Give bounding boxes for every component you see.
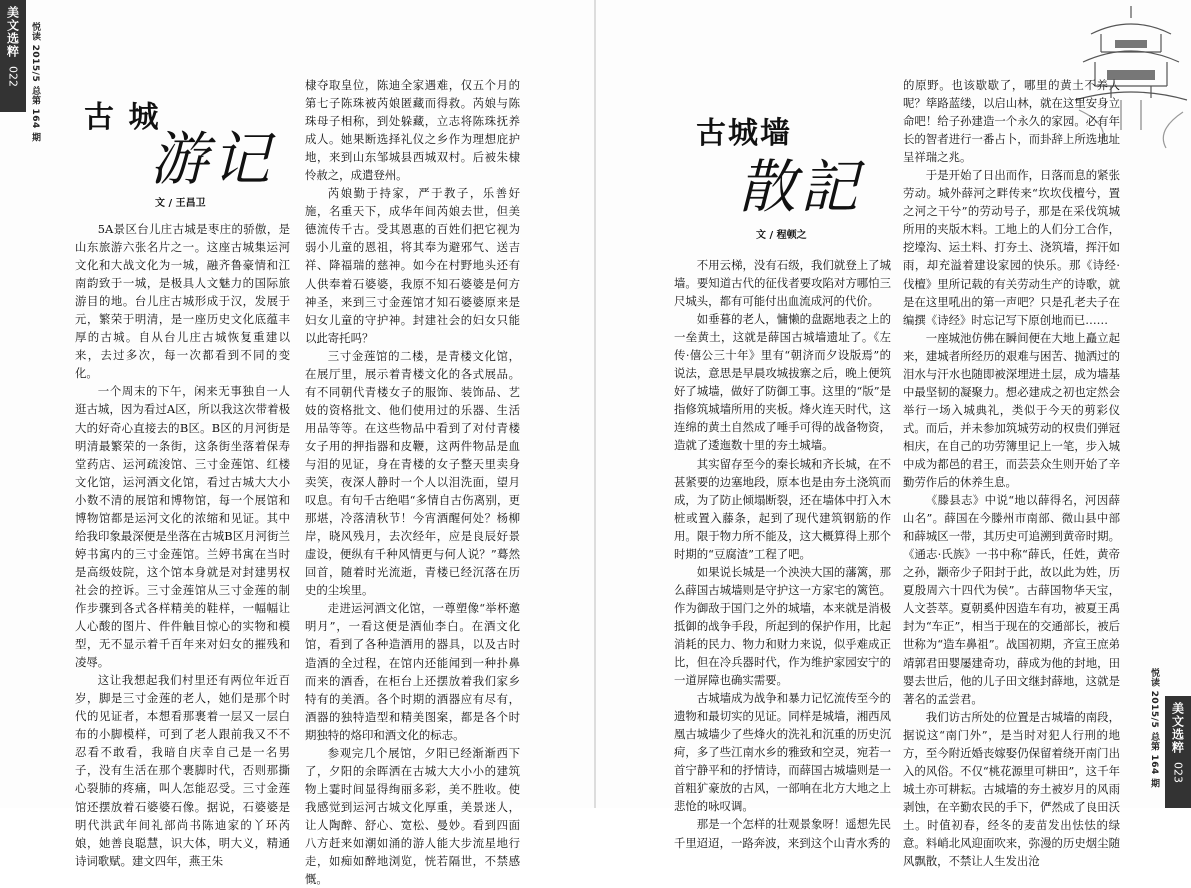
paragraph: 我们访古所处的位置是古城墙的南段，据说这“南门外”，是当时对犯人行刑的地方，至今附近婚丧嫁娶仍保留着绕开南门出入的风俗。不仅“桃花源里可耕田”，这千年城土亦可耕耘。古城墙的夯土被岁月的风雨剥蚀，在辛勤农民的手下，俨然成了良田沃土。时值初春，经冬的麦苗发出怯怯的绿意。料峭北风迎面吹来，弥漫的历史烟尘随风飘散，不禁让人生发出沧 (903, 709, 1120, 869)
section-label: 美文选粹 (5, 6, 20, 58)
article-byline: 文 / 王昌卫 (155, 198, 206, 209)
section-label: 美文选粹 (1170, 702, 1185, 754)
text-column-2 (305, 76, 520, 888)
article-title-top: 古 城 (84, 100, 161, 135)
paragraph: 一座城池仿佛在瞬间便在大地上矗立起来，建城者所经历的艰难与困苦、抛洒过的泪水与汗水也随即被深埋进土层，成为墙基中最坚韧的凝聚力。想必建成之初也定然会举行一场入城典礼，类似于今天的剪彩仪式。而后，并未参加筑城劳动的权贵们弹冠相庆，在自己的功劳簿里记上一笔，步入城中成为都邑的君王，而芸芸众生则开始了辛勤劳作后的休养生息。 (903, 330, 1120, 490)
text-column-2 (903, 76, 1120, 870)
text-column-1 (75, 220, 290, 870)
left-page (0, 0, 595, 887)
section-tab (1165, 696, 1191, 808)
issue-meta: 悦读 2015/5 总第 164 期 (1149, 668, 1159, 788)
paragraph: 5A景区台儿庄古城是枣庄的骄傲，是山东旅游六张名片之一。这座古城集运河文化和大战文化为一城，融齐鲁豪情和江南韵致于一城，是极具人文魅力的国际旅游目的地。台儿庄古城形成于汉，发展于元，繁荣于明清，是一座历史文化底蕴丰厚的古城。自从台儿庄古城恢复重建以来，去过多次，每一次都看到不同的变化。 (75, 222, 290, 381)
paragraph: 这让我想起我们村里还有两位年近百岁，脚是三寸金莲的老人，她们是那个时代的见证者，本想看那裹着一层又一层白布的小脚模样，可到了老人跟前我又不不忍看不敢看，我暗自庆幸自己是一名男子，没有生活在那个裹脚时代，否则那撕心裂肺的疼痛，叫人怎能忍受。三寸金莲馆还摆放着石婆婆石像。据说，石婆婆是明代洪武年间礼部尚书陈迪家的丫环芮娘，她善良聪慧，识大体，明大义，精通诗词歌赋。建文四年，燕王朱 (75, 673, 290, 868)
paragraph: 于是开始了日出而作，日落而息的紧张劳动。城外薛河之畔传来“坎坎伐檀兮，置之河之干兮”的劳动号子，那是在采伐筑城所用的夹版木料。工地上的人们分工合作，挖壕沟、运土料、打夯土、浇筑墙，挥汗如雨，却充溢着建设家园的快乐。那《诗经·伐檀》里所记载的有关劳动生产的诗歌，就是在这里吼出的第一声吧？只是孔老夫子在编撰《诗经》时忘记写下原创地而已…… (903, 168, 1120, 327)
paragraph: 如果说长城是一个泱泱大国的藩篱，那么薛国古城墙则是守护这一方家宅的篱笆。作为御敌于国门之外的城墙，本来就是消极抵御的战争手段，所起到的保护作用，比起消耗的民力、物力和财力来说，似乎难成正比，但在冷兵器时代，作为维护家园安宁的一道屏障也确实需要。 (674, 564, 891, 688)
article-title-top: 古城墙 (696, 116, 792, 151)
paragraph: 的原野。也该歇歇了，哪里的黄土不养人呢？筚路蓝缕，以启山林，就在这里安身立命吧！给子孙建造一个永久的家园。必有年长的智者进行一番占卜，而卦辞上所选地址呈祥瑞之兆。 (903, 78, 1120, 165)
issue-meta: 悦读 2015/5 总第 164 期 (30, 22, 40, 142)
article-byline: 文 / 程顿之 (756, 230, 807, 241)
paragraph: 棣夺取皇位，陈迪全家遇难，仅五个月的第七子陈珠被芮娘匿藏而得救。芮娘与陈珠母子相称，到处躲藏，立志将陈珠抚养成人。她果断选择礼仪之乡作为理想庇护地，来到山东邹城县西城双村。后被朱棣怜赦之，成遣登州。 (305, 78, 520, 183)
paragraph: 参观完几个展馆，夕阳已经渐渐西下了，夕阳的余晖洒在古城大大小小的建筑物上霎时间显得绚丽多彩，美不胜收。使我感觉到运河古城文化厚重，美景迷人，让人陶醉、舒心、宽松、曼妙。看到四面八方赶来如潮如涌的游人能大步流星地行走，如痴如醉地浏览，恍若隔世，不禁感慨。 (305, 745, 520, 887)
paragraph: 不用云梯，没有石级，我们就登上了城墙。要知道古代的征伐者要攻陷对方哪怕三尺城头，都有可能付出血流成河的代价。 (674, 258, 891, 309)
paragraph: 古城墙成为战争和暴力记忆流传至今的遗物和最切实的见证。同样是城墙，湘西凤凰古城墙少了些烽火的洗礼和沉重的历史沉疴，多了些江南水乡的雅致和空灵，宛若一首宁静平和的抒情诗，而薛国古城墙则是一首粗犷豪放的古风，一部响在北方大地之上悲怆的咏叹调。 (674, 691, 891, 814)
paragraph: 如垂暮的老人，慵懒的盘踞地表之上的一垒黄土，这就是薛国古城墙遗址了。《左传·僖公三十年》里有“朝济而夕设版焉”的说法，意思是早晨攻城拔寨之后，晚上便筑好了城墙，做好了防御工事。这里的“版”是指修筑城墙所用的夹板。烽火连天时代，这连绵的黄土自然成了唾手可得的战备物资，造就了逶迤数十里的夯土城墙。 (674, 312, 891, 453)
article-title-main: 游记 (150, 125, 275, 193)
paragraph: 《滕县志》中说“地以薛得名，河因薛山名”。薛国在今滕州市南部、微山县中部和薛城区一带，其历史可追溯到黄帝时期。《通志·氏族》一书中称“薛氏，任姓，黄帝之孙，颛帝少子阳封于此，故以此为姓，历夏殷周六十四代为侯”。古薛国物华天宝，人文荟萃。夏朝奚仲因造车有功，被夏王禹封为“车正”，相当于现在的交通部长，被后世称为“造车鼻祖”。战国初期，齐宣王庶弟靖郭君田婴屡建奇功，薛成为他的封地，田婴去世后，他的儿子田文继封薛地，这就是著名的孟尝君。 (903, 493, 1120, 706)
page-number: 022 (6, 66, 20, 87)
paragraph: 一个周末的下午，闲来无事独自一人逛古城，因为看过A区，所以我这次带着极大的好奇心直接去的B区。B区的月河街是明清最繁荣的一条街，这条街坐落着保寿堂药店、运河疏浚馆、三寸金莲馆、红楼文化馆，运河酒文化馆，看过古城大大小小数不清的展馆和博物馆，每一个展馆和博物馆都是运河文化的浓缩和见证。其中给我印象最深便是坐落在古城B区月河街兰婷书寓内的三寸金莲馆。兰婷书寓在当时是高级妓院，这个馆本身就是对封建男权社会的控诉。三寸金莲馆从三寸金莲的制作步骤到各式各样精美的鞋样，一幅幅让人心酸的图片、件件触目惊心的实物和模型，无不显示着千百年来对妇女的摧残和凌辱。 (75, 384, 290, 670)
paragraph: 那是一个怎样的壮观景象呀！遥想先民千里迢迢，一路奔波，来到这个山青水秀的 (674, 817, 891, 850)
page-number: 023 (1171, 762, 1185, 783)
text-column-1 (674, 256, 891, 852)
paragraph: 走进运河酒文化馆，一尊塑像“举杯邀明月”，一看这便是酒仙李白。在酒文化馆，看到了各种造酒用的器具，以及古时造酒的全过程，在馆内还能闻到一种扑鼻而来的酒香，在柜台上还摆放着我们家乡特有的美酒。各个时期的酒器应有尽有，酒器的独特造型和精美图案，都是各个时期独特的烙印和酒文化的标志。 (305, 601, 520, 742)
paragraph: 芮娘勤于持家，严于教子，乐善好施，名重天下，成华年间芮娘去世，但美德流传千古。受其恩惠的百姓们把它视为弱小儿童的恩祖，将其奉为避邪气、送吉祥、降福瑞的慈神。如今在村野地头还有人供奉着石婆婆，我原不知石婆婆是何方神圣，来到三寸金莲馆才知石婆婆原来是妇女儿童的守护神。封建社会的妇女只能以此寄托吗？ (305, 186, 520, 345)
section-tab (0, 0, 26, 112)
right-page (596, 0, 1191, 869)
paragraph: 三寸金莲馆的二楼，是青楼文化馆，在展厅里，展示着青楼文化的各式展品。有不同朝代青楼女子的服饰、装饰品、艺妓的资格批文、他们使用过的乐器、生活用品等等。在这些物品中看到了对付青楼女子用的押指器和皮鞭，这两件物品是血与泪的见证，身在青楼的女子整天里卖身卖笑，夜深人静时一个人以泪洗面，望月叹息。有句千古绝唱“多情自古伤离别，更那堪，冷落清秋节！今宵酒醒何处？杨柳岸，晓风残月，去次经年，应是良辰好景虚设，便纵有千种风情更与何人说？”蓦然回首，随着时光流逝，青楼已经沉落在历史的尘埃里。 (305, 348, 520, 598)
paragraph: 其实留存至今的秦长城和齐长城，在不甚紧要的边塞地段，原本也是由夯土浇筑而成，为了防止倾塌断裂，还在墙体中打入木桩或置入藤条，起到了现代建筑钢筋的作用。限于物力所不能及，这大概算得上那个时期的“豆腐渣”工程了吧。 (674, 456, 891, 561)
article-title-main: 散記 (738, 153, 863, 221)
